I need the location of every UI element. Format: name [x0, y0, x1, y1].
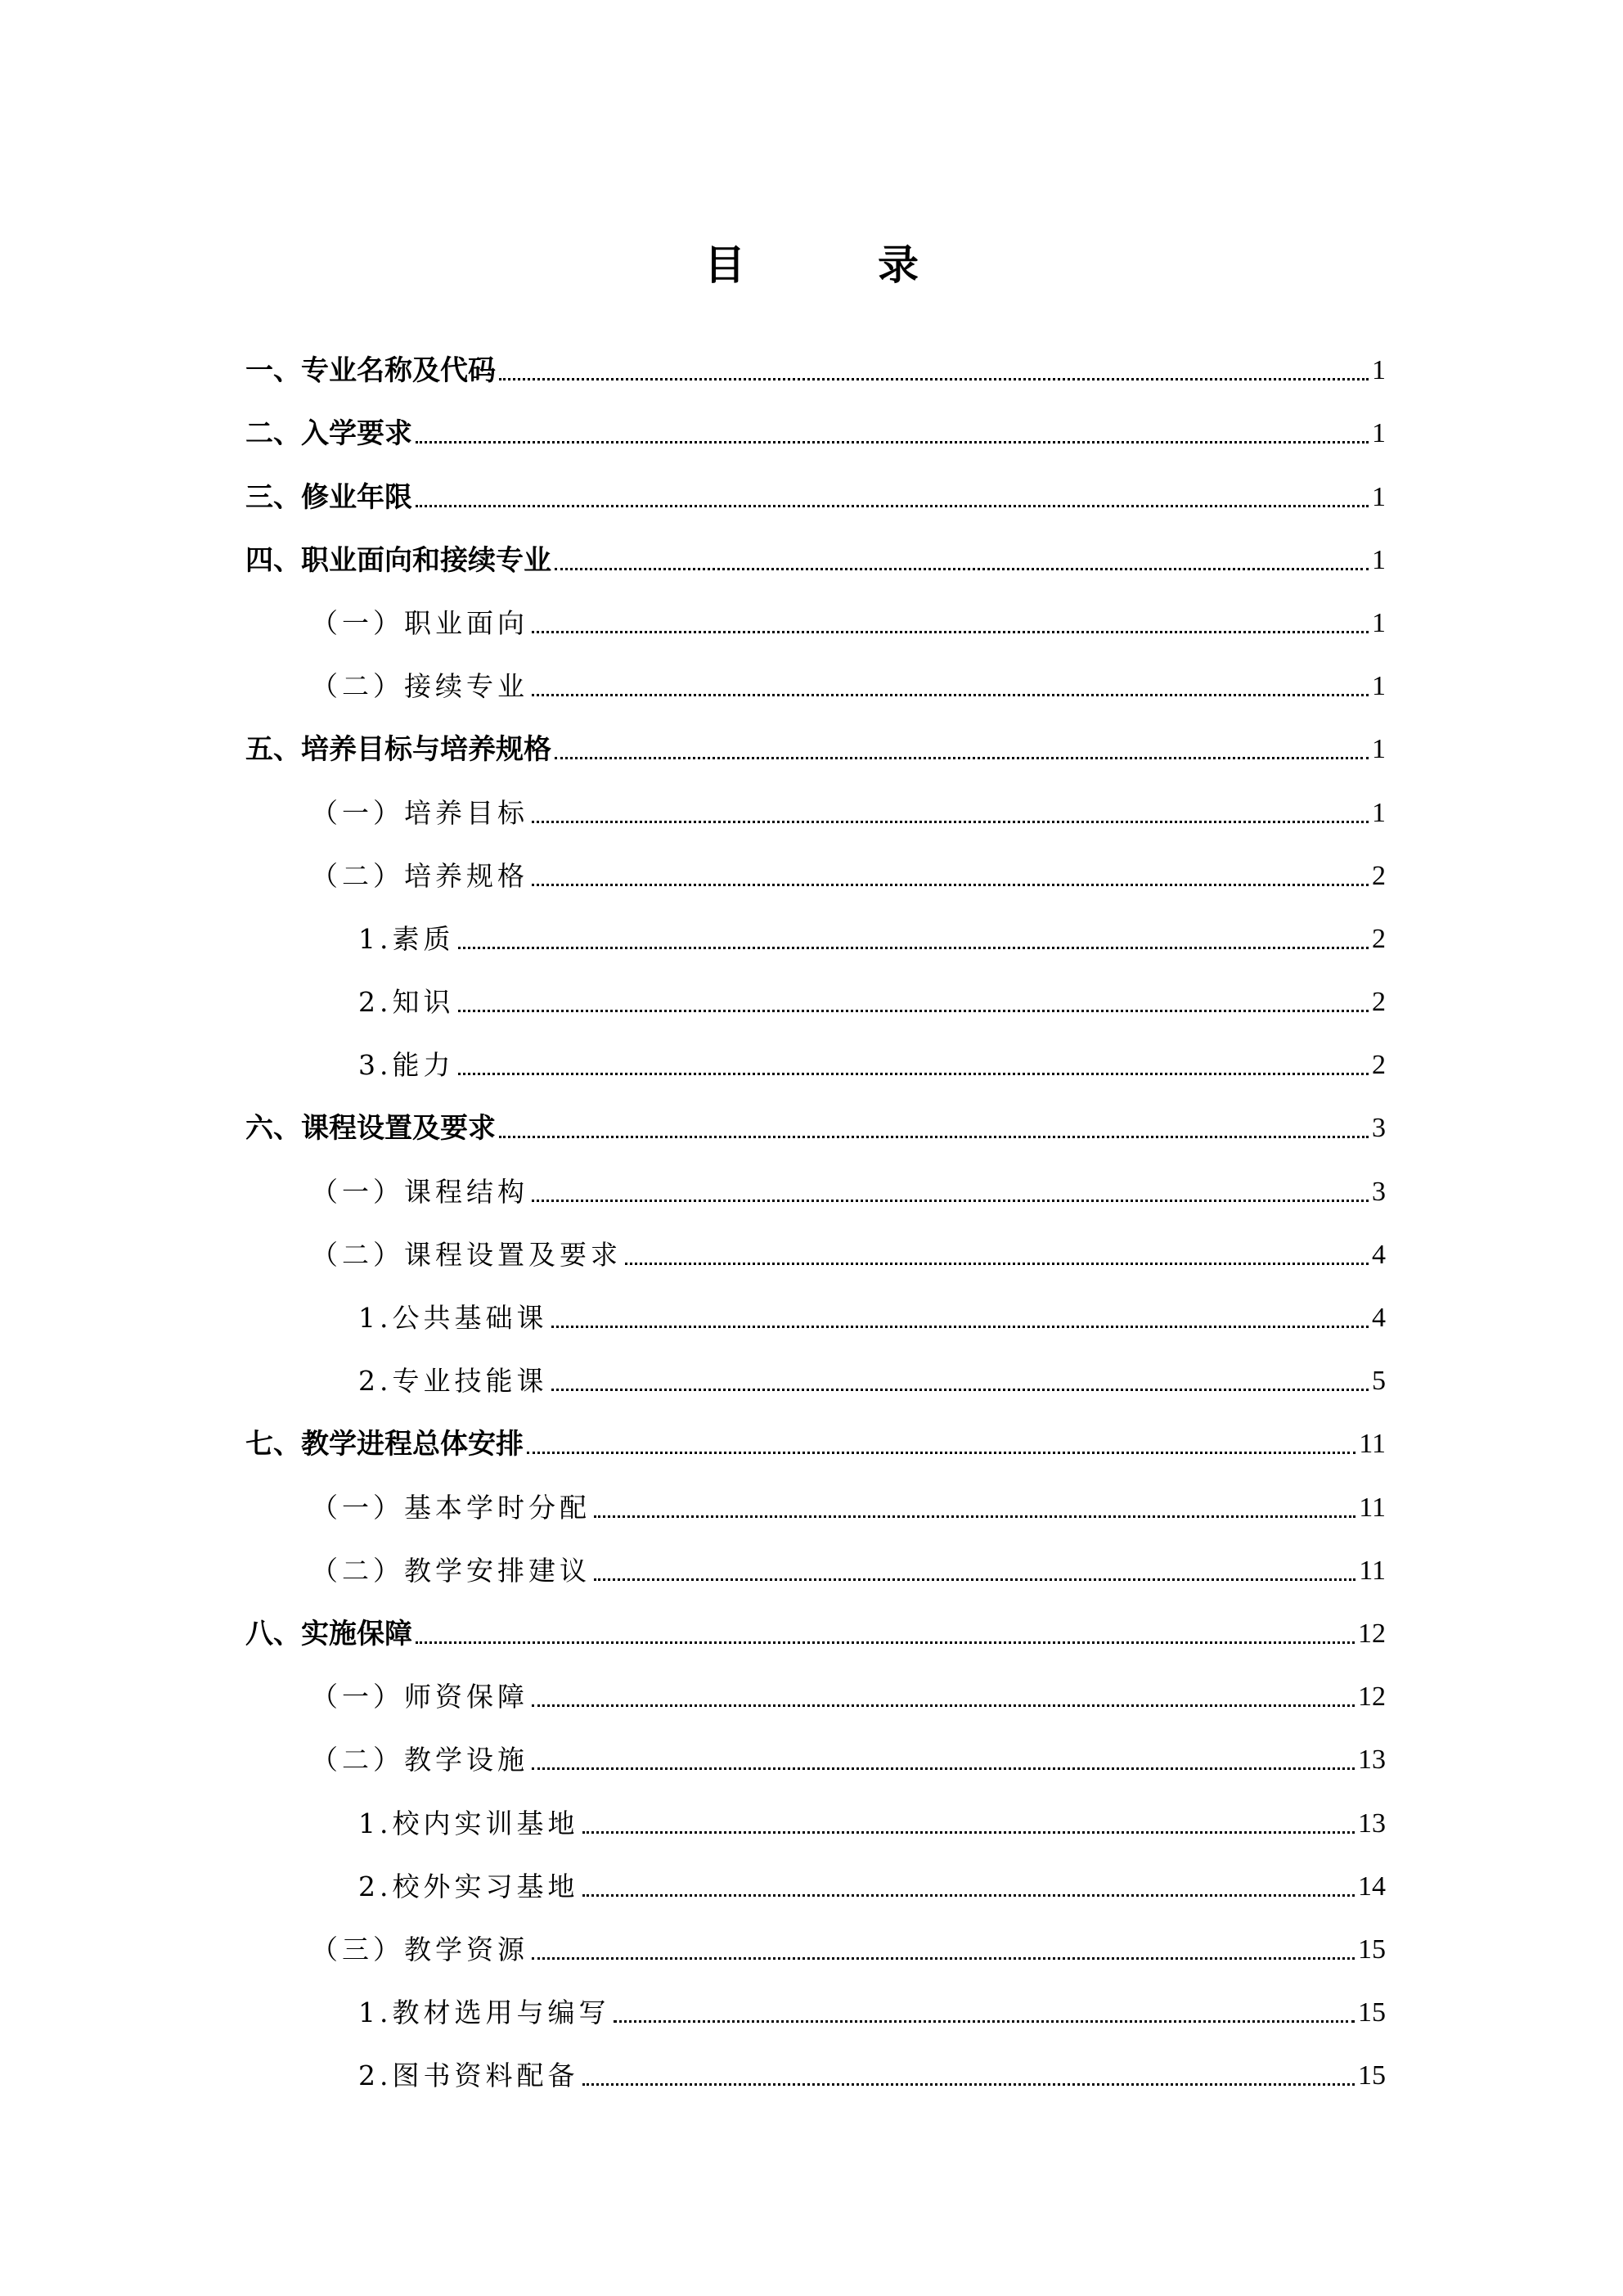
- toc-entry[interactable]: [245, 1850, 1386, 1913]
- toc-entry-label: 1.素质: [358, 922, 455, 955]
- toc-dot-leader: [551, 1326, 1369, 1328]
- toc-entry-page-number: 14: [1358, 1871, 1386, 1902]
- toc-dot-leader: [532, 821, 1369, 823]
- toc-entry-label: （一）培养目标: [311, 796, 528, 829]
- toc-entry-page-number: 11: [1359, 1492, 1386, 1523]
- toc-entry-label: 三、修业年限: [245, 480, 412, 514]
- toc-entry-label: （一）课程结构: [311, 1175, 528, 1208]
- toc-dot-leader: [532, 1704, 1355, 1707]
- toc-entry-page-number: 1: [1372, 607, 1386, 638]
- toc-entry[interactable]: [245, 776, 1386, 839]
- toc-entry-page-number: 2: [1372, 860, 1386, 891]
- toc-entry-label: （二）培养规格: [311, 859, 528, 892]
- toc-dot-leader: [458, 1010, 1369, 1012]
- toc-entry-label: （二）课程设置及要求: [311, 1238, 622, 1271]
- toc-dot-leader: [532, 884, 1369, 886]
- toc-entry-label: 1.公共基础课: [358, 1302, 548, 1334]
- toc-entry-label: （二）教学设施: [311, 1744, 528, 1776]
- toc-entry[interactable]: [245, 460, 1386, 523]
- toc-entry-page-number: 1: [1372, 734, 1386, 765]
- toc-dot-leader: [555, 568, 1369, 570]
- toc-entry-label: 八、实施保障: [245, 1617, 412, 1650]
- toc-entry-label: 2.图书资料配备: [358, 2060, 579, 2092]
- toc-entry-label: 四、职业面向和接续专业: [245, 543, 551, 577]
- toc-entry-page-number: 2: [1372, 923, 1386, 954]
- toc-entry-label: 七、教学进程总体安排: [245, 1428, 524, 1461]
- toc-entry-label: （一）基本学时分配: [311, 1491, 591, 1524]
- toc-entry-page-number: 1: [1372, 355, 1386, 386]
- toc-entry-page-number: 15: [1358, 1934, 1386, 1965]
- toc-entry[interactable]: [245, 1281, 1386, 1344]
- toc-entry[interactable]: [245, 1155, 1386, 1218]
- toc-entry-label: 2.知识: [358, 986, 455, 1019]
- toc-dot-leader: [582, 2083, 1355, 2086]
- toc-entry[interactable]: [245, 2039, 1386, 2102]
- toc-dot-leader: [416, 505, 1369, 507]
- toc-dot-leader: [416, 1641, 1355, 1644]
- toc-entry-label: 1.教材选用与编写: [358, 1997, 610, 2029]
- toc-entry[interactable]: [245, 1786, 1386, 1849]
- toc-dot-leader: [458, 1073, 1369, 1075]
- toc-entry-page-number: 11: [1359, 1555, 1386, 1586]
- toc-entry-page-number: 1: [1372, 544, 1386, 575]
- toc-dot-leader: [532, 631, 1369, 633]
- toc-entry[interactable]: [245, 713, 1386, 776]
- toc-entry-label: 1.校内实训基地: [358, 1807, 579, 1839]
- toc-dot-leader: [527, 1452, 1355, 1454]
- toc-dot-leader: [594, 1578, 1355, 1581]
- toc-dot-leader: [614, 2020, 1355, 2023]
- toc-dot-leader: [416, 441, 1369, 443]
- toc-entry[interactable]: [245, 1660, 1386, 1723]
- toc-entry[interactable]: [245, 840, 1386, 903]
- toc-dot-leader: [532, 1200, 1369, 1202]
- toc-dot-leader: [499, 378, 1369, 380]
- toc-dot-leader: [532, 1767, 1355, 1770]
- toc-entry[interactable]: [245, 1218, 1386, 1281]
- toc-entry[interactable]: [245, 334, 1386, 397]
- toc-entry-label: 2.专业技能课: [358, 1365, 548, 1398]
- toc-entry-page-number: 1: [1372, 671, 1386, 702]
- toc-entry-page-number: 4: [1372, 1303, 1386, 1333]
- toc-entry-label: 3.能力: [358, 1049, 455, 1082]
- toc-entry-label: 二、入学要求: [245, 417, 412, 451]
- toc-dot-leader: [625, 1263, 1369, 1265]
- toc-entry-label: 2.校外实习基地: [358, 1870, 579, 1902]
- toc-entry-label: （一）师资保障: [311, 1681, 528, 1713]
- toc-entry-label: （一）职业面向: [311, 606, 528, 639]
- toc-dot-leader: [532, 1957, 1355, 1960]
- toc-entry[interactable]: [245, 903, 1386, 966]
- toc-entry-page-number: 13: [1358, 1745, 1386, 1776]
- toc-entry-page-number: 3: [1372, 1113, 1386, 1144]
- toc-entry[interactable]: [245, 1913, 1386, 1976]
- toc-entry-label: （二）教学安排建议: [311, 1554, 591, 1587]
- toc-entry[interactable]: [245, 1092, 1386, 1155]
- toc-entry-page-number: 2: [1372, 1050, 1386, 1081]
- table-of-contents: [245, 334, 1386, 2102]
- toc-entry[interactable]: [245, 397, 1386, 460]
- toc-entry-page-number: 1: [1372, 481, 1386, 512]
- toc-entry[interactable]: [245, 1723, 1386, 1786]
- toc-entry[interactable]: [245, 1029, 1386, 1092]
- toc-dot-leader: [555, 757, 1369, 759]
- toc-entry-label: （三）教学资源: [311, 1933, 528, 1965]
- toc-entry-page-number: 15: [1358, 2060, 1386, 2091]
- toc-entry-page-number: 4: [1372, 1239, 1386, 1270]
- toc-entry[interactable]: [245, 1470, 1386, 1533]
- toc-dot-leader: [582, 1894, 1355, 1897]
- toc-entry[interactable]: [245, 650, 1386, 713]
- toc-dot-leader: [551, 1389, 1369, 1391]
- toc-entry-page-number: 2: [1372, 987, 1386, 1018]
- toc-entry-label: 一、专业名称及代码: [245, 354, 496, 388]
- toc-dot-leader: [532, 694, 1369, 696]
- page-title: 目 录: [704, 241, 964, 289]
- toc-dot-leader: [458, 947, 1369, 949]
- toc-entry-label: 六、课程设置及要求: [245, 1112, 496, 1146]
- toc-entry[interactable]: [245, 1534, 1386, 1597]
- toc-entry-page-number: 3: [1372, 1176, 1386, 1207]
- toc-entry-page-number: 11: [1359, 1429, 1386, 1460]
- toc-entry[interactable]: [245, 524, 1386, 587]
- toc-entry-page-number: 1: [1372, 797, 1386, 828]
- toc-dot-leader: [499, 1136, 1369, 1138]
- toc-entry-page-number: 12: [1358, 1618, 1386, 1649]
- toc-entry-page-number: 13: [1358, 1808, 1386, 1839]
- toc-entry[interactable]: [245, 1976, 1386, 2039]
- toc-dot-leader: [582, 1831, 1355, 1834]
- toc-entry-page-number: 12: [1358, 1681, 1386, 1713]
- toc-entry[interactable]: [245, 1407, 1386, 1470]
- toc-entry-page-number: 1: [1372, 418, 1386, 449]
- toc-entry[interactable]: [245, 587, 1386, 650]
- toc-entry-label: （二）接续专业: [311, 670, 528, 703]
- toc-entry-page-number: 5: [1372, 1366, 1386, 1397]
- toc-entry[interactable]: [245, 1597, 1386, 1660]
- toc-dot-leader: [594, 1515, 1355, 1518]
- toc-entry-label: 五、培养目标与培养规格: [245, 733, 551, 767]
- toc-entry[interactable]: [245, 966, 1386, 1029]
- toc-entry-page-number: 15: [1358, 1997, 1386, 2028]
- toc-entry[interactable]: [245, 1344, 1386, 1407]
